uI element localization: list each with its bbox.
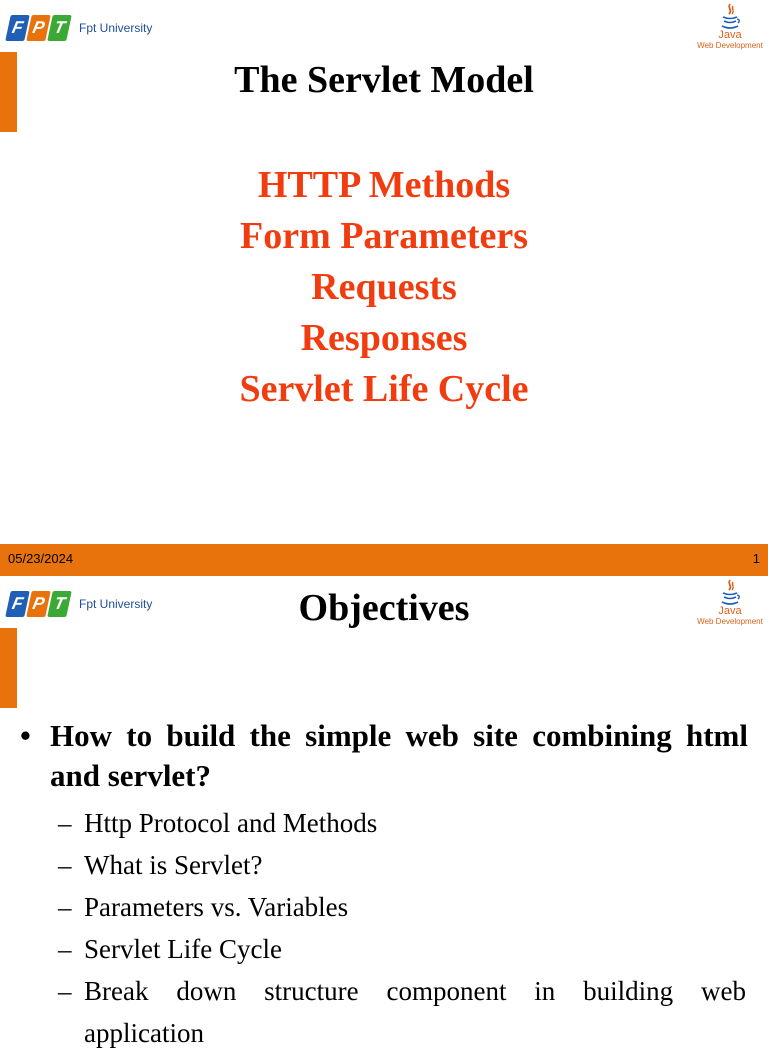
- dash-marker: –: [58, 934, 72, 964]
- topic-item: HTTP Methods: [257, 164, 511, 206]
- topic-item: Requests: [311, 266, 457, 308]
- java-subtitle: Web Development: [697, 617, 763, 626]
- sub-bullet-item: [58, 844, 746, 886]
- footer-date: 05/23/2024: [8, 551, 74, 566]
- slide-footer-bar: [0, 544, 768, 576]
- dash-marker: –: [58, 808, 72, 838]
- main-bullet-text: How to build the simple web site combining html and servlet?: [50, 718, 748, 793]
- java-word: Java: [718, 605, 742, 617]
- accent-side-bar: [0, 628, 17, 708]
- sub-bullet-text: Break down structure component in building web application: [84, 976, 746, 1048]
- slide-title: The Servlet Model: [234, 59, 534, 101]
- topic-item: Servlet Life Cycle: [239, 368, 529, 410]
- dash-marker: –: [58, 892, 72, 922]
- java-word: Java: [718, 29, 742, 41]
- sub-bullet-text: What is Servlet?: [84, 850, 263, 880]
- sub-bullet-text: Parameters vs. Variables: [84, 892, 349, 922]
- sub-bullet-item: [58, 970, 746, 1054]
- fpt-university-logo: [8, 14, 152, 42]
- sub-bullet-text: Http Protocol and Methods: [84, 808, 378, 838]
- sub-bullet-item: [58, 928, 746, 970]
- fpt-letter-p: P: [26, 15, 51, 41]
- fpt-letter-t: T: [47, 15, 72, 41]
- bullet-dot: •: [20, 718, 31, 753]
- fpt-letter-f: F: [5, 15, 30, 41]
- fpt-university-name: Fpt University: [79, 597, 153, 611]
- sub-bullet-item: [58, 802, 746, 844]
- topic-list: [0, 160, 768, 415]
- main-bullet: [20, 716, 748, 796]
- sub-bullet-text: Servlet Life Cycle: [84, 934, 282, 964]
- fpt-letter-f: F: [5, 591, 30, 617]
- footer-page-number: 1: [752, 551, 760, 566]
- fpt-letter-p: P: [26, 591, 51, 617]
- dash-marker: –: [58, 850, 72, 880]
- fpt-letter-t: T: [47, 591, 72, 617]
- dash-marker: –: [58, 976, 72, 1006]
- java-subtitle: Web Development: [697, 41, 763, 50]
- topic-item: Responses: [300, 317, 468, 359]
- java-web-development-logo: [694, 0, 766, 60]
- slide-title: Objectives: [298, 587, 470, 629]
- sub-bullet-list: [58, 802, 746, 1054]
- fpt-university-name: Fpt University: [79, 21, 153, 35]
- topic-item: Form Parameters: [239, 215, 528, 257]
- sub-bullet-item: [58, 886, 746, 928]
- java-cup-icon: [718, 2, 742, 32]
- slide-2: [0, 576, 768, 1048]
